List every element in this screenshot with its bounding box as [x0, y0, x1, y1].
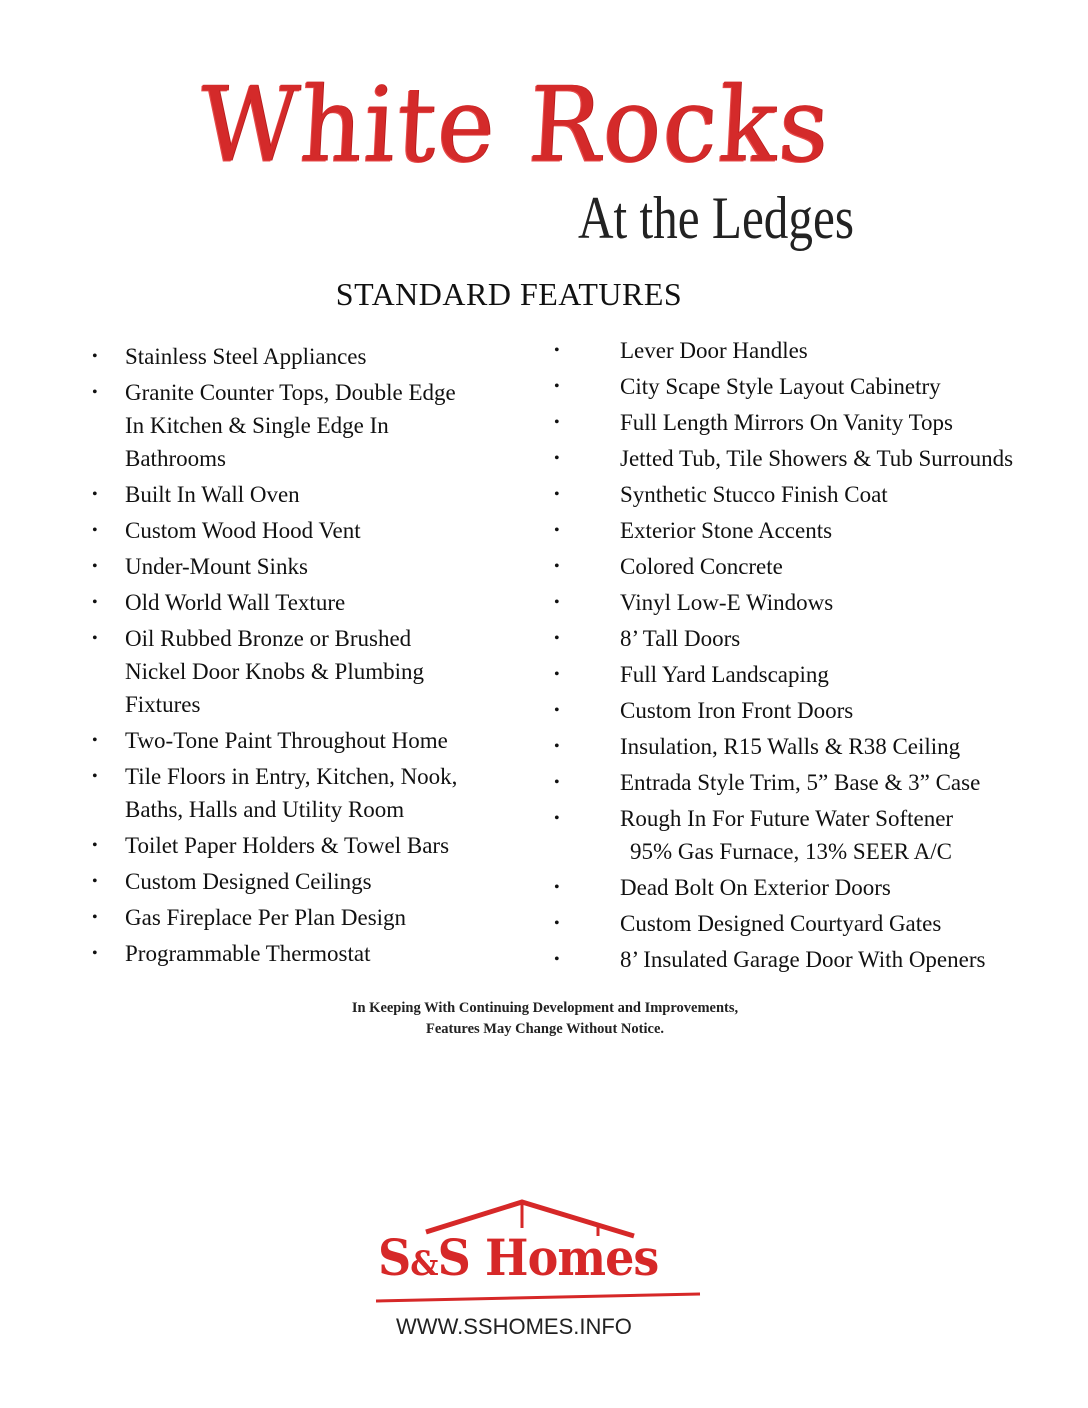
bullet-icon: • — [554, 915, 560, 932]
logo-s2: S Homes — [437, 1228, 659, 1287]
bullet-icon: • — [92, 486, 98, 503]
feature-line: Granite Counter Tops, Double Edge — [125, 380, 456, 405]
feature-line: City Scape Style Layout Cabinetry — [620, 374, 941, 399]
feature-line: Dead Bolt On Exterior Doors — [620, 875, 891, 900]
feature-line: Under-Mount Sinks — [125, 554, 308, 579]
feature-line: Full Yard Landscaping — [620, 662, 829, 687]
bullet-icon: • — [554, 342, 560, 359]
bullet-icon: • — [92, 768, 98, 785]
feature-item — [92, 622, 512, 721]
feature-item — [92, 937, 512, 970]
feature-line: Fixtures — [125, 692, 201, 717]
feature-line: Old World Wall Texture — [125, 590, 346, 615]
bullet-icon: • — [554, 414, 560, 431]
feature-item — [552, 586, 1072, 619]
bullet-icon: • — [92, 837, 98, 854]
feature-line: Full Length Mirrors On Vanity Tops — [620, 410, 953, 435]
feature-line: Oil Rubbed Bronze or Brushed — [125, 626, 412, 651]
feature-item — [552, 871, 1072, 904]
ss-homes-logo — [372, 1198, 712, 1310]
bullet-icon: • — [554, 774, 560, 791]
feature-item — [552, 802, 1072, 868]
bullet-icon: • — [554, 630, 560, 647]
bullet-icon: • — [92, 558, 98, 575]
feature-line: Built In Wall Oven — [125, 482, 300, 507]
feature-item — [552, 406, 1072, 439]
feature-item — [552, 766, 1072, 799]
feature-line: Custom Designed Courtyard Gates — [620, 911, 942, 936]
feature-item — [552, 907, 1072, 940]
bullet-icon: • — [554, 558, 560, 575]
feature-item — [552, 514, 1072, 547]
feature-line: 95% Gas Furnace, 13% SEER A/C — [630, 839, 952, 864]
bullet-icon: • — [554, 810, 560, 827]
bullet-icon: • — [554, 378, 560, 395]
feature-line: Gas Fireplace Per Plan Design — [125, 905, 407, 930]
feature-line: Custom Designed Ceilings — [125, 869, 372, 894]
website-url: WWW.SSHOMES.INFO — [396, 1314, 632, 1339]
feature-item — [552, 478, 1072, 511]
bullet-icon: • — [554, 522, 560, 539]
feature-line: In Kitchen & Single Edge In — [125, 413, 389, 438]
features-list-left — [92, 340, 512, 973]
feature-item — [552, 622, 1072, 655]
feature-line: Vinyl Low-E Windows — [620, 590, 834, 615]
feature-item — [552, 334, 1072, 367]
feature-line: Synthetic Stucco Finish Coat — [620, 482, 888, 507]
feature-item — [92, 550, 512, 583]
feature-line: Stainless Steel Appliances — [125, 344, 367, 369]
feature-line: Baths, Halls and Utility Room — [125, 797, 405, 822]
feature-item — [92, 865, 512, 898]
feature-line: 8’ Insulated Garage Door With Openers — [620, 947, 986, 972]
feature-item — [552, 730, 1072, 763]
bullet-icon: • — [554, 594, 560, 611]
feature-line: Programmable Thermostat — [125, 941, 371, 966]
disclaimer — [290, 998, 800, 1040]
bullet-icon: • — [92, 594, 98, 611]
bullet-icon: • — [92, 945, 98, 962]
logo-s1: S — [378, 1228, 411, 1287]
bullet-icon: • — [92, 909, 98, 926]
logo-ampersand: & — [410, 1244, 438, 1284]
disclaimer-line-2: Features May Change Without Notice. — [425, 1021, 665, 1037]
bullet-icon: • — [554, 486, 560, 503]
feature-line: Exterior Stone Accents — [620, 518, 833, 543]
feature-line: Lever Door Handles — [620, 338, 808, 363]
feature-line: Colored Concrete — [620, 554, 783, 579]
feature-line: Insulation, R15 Walls & R38 Ceiling — [620, 734, 961, 759]
feature-item — [552, 658, 1072, 691]
feature-item — [552, 943, 1072, 976]
bullet-icon: • — [92, 522, 98, 539]
bullet-icon: • — [554, 450, 560, 467]
disclaimer-line-1: In Keeping With Continuing Development and Improvements, — [351, 1000, 739, 1016]
feature-line: Two-Tone Paint Throughout Home — [125, 728, 448, 753]
feature-line: Jetted Tub, Tile Showers & Tub Surrounds — [620, 446, 1014, 471]
bullet-icon: • — [92, 732, 98, 749]
feature-line: Bathrooms — [125, 446, 226, 471]
feature-item — [92, 901, 512, 934]
logo-wordmark — [378, 1228, 658, 1287]
bullet-icon: • — [92, 384, 98, 401]
bullet-icon: • — [554, 666, 560, 683]
bullet-icon: • — [554, 702, 560, 719]
feature-item — [552, 442, 1072, 475]
feature-item — [92, 478, 512, 511]
bullet-icon: • — [554, 738, 560, 755]
feature-line: 8’ Tall Doors — [620, 626, 741, 651]
feature-line: Toilet Paper Holders & Towel Bars — [125, 833, 450, 858]
feature-item — [92, 340, 512, 373]
bullet-icon: • — [92, 630, 98, 647]
feature-item — [92, 829, 512, 862]
feature-line: Custom Iron Front Doors — [620, 698, 854, 723]
feature-item — [92, 586, 512, 619]
bullet-icon: • — [554, 879, 560, 896]
feature-line: Nickel Door Knobs & Plumbing — [125, 659, 424, 684]
feature-item — [92, 514, 512, 547]
feature-item — [92, 724, 512, 757]
feature-item — [552, 694, 1072, 727]
feature-line: Rough In For Future Water Softener — [620, 806, 954, 831]
bullet-icon: • — [92, 873, 98, 890]
brand-subtitle: At the Ledges — [578, 185, 854, 251]
feature-line: Tile Floors in Entry, Kitchen, Nook, — [125, 764, 458, 789]
feature-item — [552, 550, 1072, 583]
features-list-right — [552, 334, 1072, 979]
feature-item — [552, 370, 1072, 403]
brand-title: White Rocks — [196, 64, 834, 186]
bullet-icon: • — [554, 951, 560, 968]
bullet-icon: • — [92, 348, 98, 365]
feature-line: Entrada Style Trim, 5” Base & 3” Case — [620, 770, 981, 795]
section-heading: STANDARD FEATURES — [335, 276, 683, 312]
feature-item — [92, 760, 512, 826]
feature-line: Custom Wood Hood Vent — [125, 518, 361, 543]
feature-item — [92, 376, 512, 475]
